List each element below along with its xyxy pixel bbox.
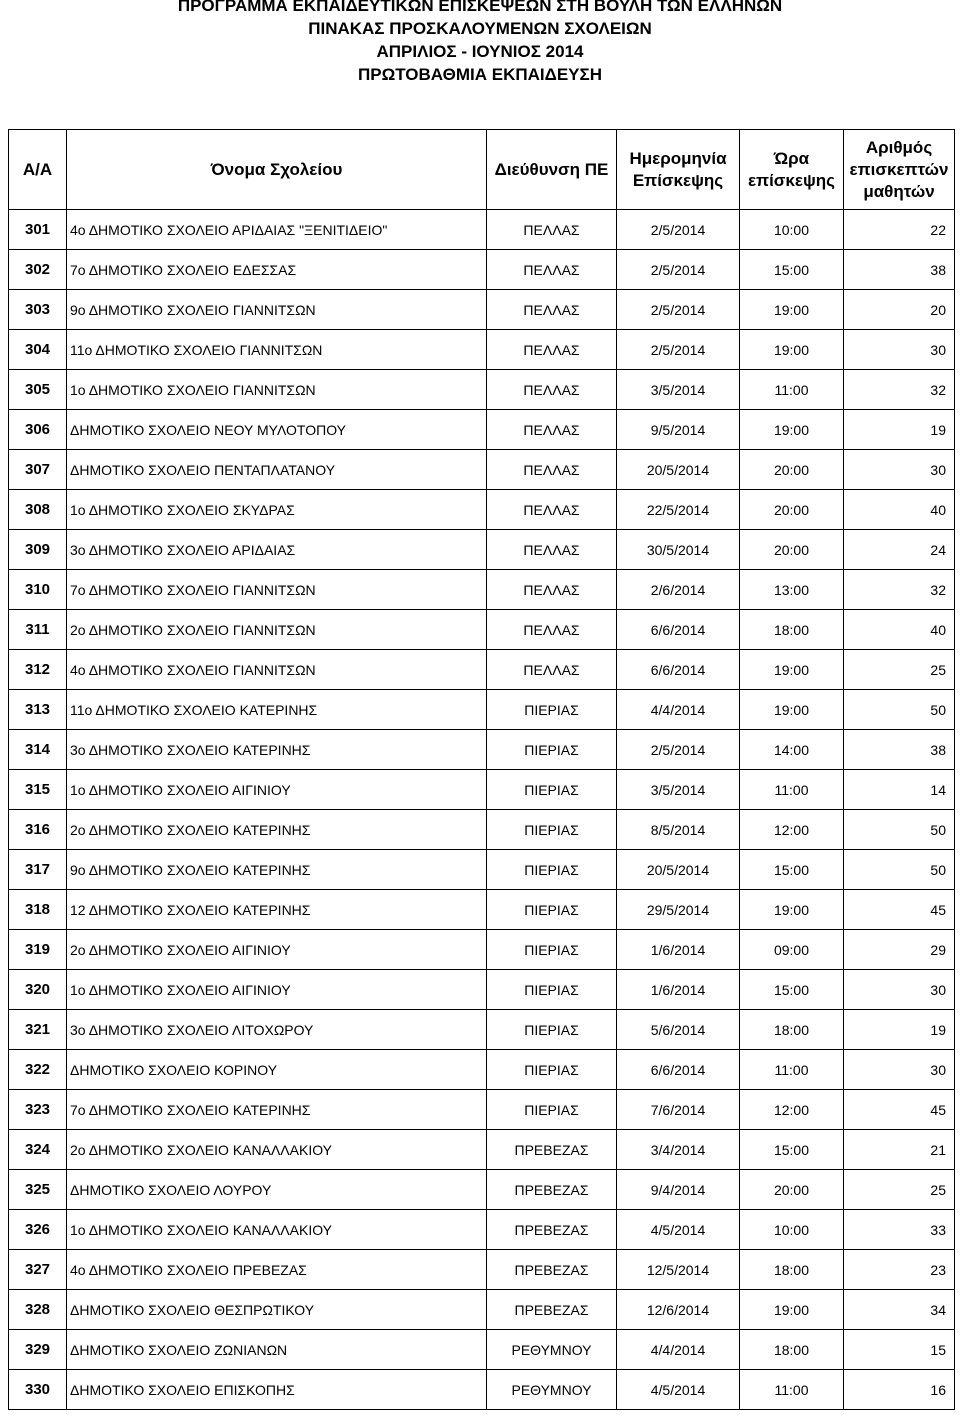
header-school-name: Όνομα Σχολείου	[67, 130, 487, 210]
cell-visit-time: 14:00	[740, 730, 844, 770]
cell-school-name: ΔΗΜΟΤΙΚΟ ΣΧΟΛΕΙΟ ΠΕΝΤΑΠΛΑΤΑΝΟΥ	[67, 450, 487, 490]
cell-student-count: 23	[844, 1250, 955, 1290]
cell-visit-date: 2/5/2014	[617, 250, 740, 290]
cell-visit-date: 12/6/2014	[617, 1290, 740, 1330]
cell-school-name: 2ο ΔΗΜΟΤΙΚΟ ΣΧΟΛΕΙΟ ΚΑΤΕΡΙΝΗΣ	[67, 810, 487, 850]
table-row	[9, 1090, 955, 1130]
cell-visit-time: 11:00	[740, 370, 844, 410]
cell-school-name: 7ο ΔΗΜΟΤΙΚΟ ΣΧΟΛΕΙΟ ΕΔΕΣΣΑΣ	[67, 250, 487, 290]
cell-aa: 316	[9, 810, 67, 850]
cell-aa: 312	[9, 650, 67, 690]
cell-visit-time: 18:00	[740, 610, 844, 650]
cell-visit-date: 3/5/2014	[617, 770, 740, 810]
cell-aa: 326	[9, 1210, 67, 1250]
cell-aa: 328	[9, 1290, 67, 1330]
cell-aa: 314	[9, 730, 67, 770]
table-row	[9, 1130, 955, 1170]
table-row	[9, 890, 955, 930]
table-row	[9, 1210, 955, 1250]
cell-school-name: 4ο ΔΗΜΟΤΙΚΟ ΣΧΟΛΕΙΟ ΑΡΙΔΑΙΑΣ "ΞΕΝΙΤΙΔΕΙΟ"	[67, 210, 487, 250]
table-row	[9, 570, 955, 610]
cell-aa: 325	[9, 1170, 67, 1210]
cell-visit-time: 15:00	[740, 850, 844, 890]
document-period: ΑΠΡΙΛΙΟΣ - ΙΟΥΝΙΟΣ 2014	[376, 42, 584, 61]
cell-student-count: 19	[844, 1010, 955, 1050]
cell-aa: 329	[9, 1330, 67, 1370]
cell-directorate: ΠΕΛΛΑΣ	[487, 410, 617, 450]
cell-school-name: 11ο ΔΗΜΟΤΙΚΟ ΣΧΟΛΕΙΟ ΓΙΑΝΝΙΤΣΩΝ	[67, 330, 487, 370]
table-header-row	[9, 130, 955, 210]
cell-visit-time: 11:00	[740, 1370, 844, 1410]
cell-directorate: ΠΙΕΡΙΑΣ	[487, 1090, 617, 1130]
cell-student-count: 50	[844, 810, 955, 850]
cell-directorate: ΠΙΕΡΙΑΣ	[487, 690, 617, 730]
cell-visit-date: 9/4/2014	[617, 1170, 740, 1210]
cell-student-count: 30	[844, 1050, 955, 1090]
cell-school-name: ΔΗΜΟΤΙΚΟ ΣΧΟΛΕΙΟ ΝΕΟΥ ΜΥΛΟΤΟΠΟΥ	[67, 410, 487, 450]
cell-visit-date: 1/6/2014	[617, 930, 740, 970]
table-row	[9, 330, 955, 370]
cell-visit-time: 15:00	[740, 1130, 844, 1170]
cell-school-name: 1ο ΔΗΜΟΤΙΚΟ ΣΧΟΛΕΙΟ ΑΙΓΙΝΙΟΥ	[67, 770, 487, 810]
cell-directorate: ΠΙΕΡΙΑΣ	[487, 730, 617, 770]
cell-visit-date: 5/6/2014	[617, 1010, 740, 1050]
cell-directorate: ΠΕΛΛΑΣ	[487, 450, 617, 490]
cell-visit-date: 3/5/2014	[617, 370, 740, 410]
cell-visit-time: 09:00	[740, 930, 844, 970]
cell-visit-time: 19:00	[740, 410, 844, 450]
cell-aa: 321	[9, 1010, 67, 1050]
cell-visit-time: 12:00	[740, 810, 844, 850]
cell-directorate: ΠΕΛΛΑΣ	[487, 370, 617, 410]
table-row	[9, 810, 955, 850]
cell-student-count: 34	[844, 1290, 955, 1330]
cell-school-name: ΔΗΜΟΤΙΚΟ ΣΧΟΛΕΙΟ ΘΕΣΠΡΩΤΙΚΟΥ	[67, 1290, 487, 1330]
cell-visit-time: 10:00	[740, 1210, 844, 1250]
table-row	[9, 1290, 955, 1330]
cell-directorate: ΠΡΕΒΕΖΑΣ	[487, 1290, 617, 1330]
cell-visit-time: 13:00	[740, 570, 844, 610]
cell-aa: 323	[9, 1090, 67, 1130]
table-row	[9, 690, 955, 730]
cell-visit-date: 1/6/2014	[617, 970, 740, 1010]
cell-school-name: 3ο ΔΗΜΟΤΙΚΟ ΣΧΟΛΕΙΟ ΑΡΙΔΑΙΑΣ	[67, 530, 487, 570]
cell-school-name: 11ο ΔΗΜΟΤΙΚΟ ΣΧΟΛΕΙΟ ΚΑΤΕΡΙΝΗΣ	[67, 690, 487, 730]
table-row	[9, 250, 955, 290]
cell-school-name: 1ο ΔΗΜΟΤΙΚΟ ΣΧΟΛΕΙΟ ΚΑΝΑΛΛΑΚΙΟΥ	[67, 1210, 487, 1250]
table-row	[9, 930, 955, 970]
cell-directorate: ΠΙΕΡΙΑΣ	[487, 1050, 617, 1090]
cell-school-name: 9ο ΔΗΜΟΤΙΚΟ ΣΧΟΛΕΙΟ ΓΙΑΝΝΙΤΣΩΝ	[67, 290, 487, 330]
cell-visit-time: 19:00	[740, 290, 844, 330]
cell-student-count: 40	[844, 490, 955, 530]
cell-aa: 315	[9, 770, 67, 810]
cell-visit-time: 20:00	[740, 1170, 844, 1210]
cell-school-name: ΔΗΜΟΤΙΚΟ ΣΧΟΛΕΙΟ ΖΩΝΙΑΝΩΝ	[67, 1330, 487, 1370]
cell-aa: 311	[9, 610, 67, 650]
cell-student-count: 45	[844, 890, 955, 930]
cell-directorate: ΠΕΛΛΑΣ	[487, 570, 617, 610]
cell-student-count: 22	[844, 210, 955, 250]
cell-visit-date: 20/5/2014	[617, 450, 740, 490]
table-row	[9, 1170, 955, 1210]
cell-student-count: 32	[844, 570, 955, 610]
cell-directorate: ΡΕΘΥΜΝΟΥ	[487, 1330, 617, 1370]
document-title-block	[0, 0, 960, 86]
cell-visit-time: 20:00	[740, 490, 844, 530]
cell-school-name: 3ο ΔΗΜΟΤΙΚΟ ΣΧΟΛΕΙΟ ΚΑΤΕΡΙΝΗΣ	[67, 730, 487, 770]
cell-school-name: 4ο ΔΗΜΟΤΙΚΟ ΣΧΟΛΕΙΟ ΠΡΕΒΕΖΑΣ	[67, 1250, 487, 1290]
cell-directorate: ΠΡΕΒΕΖΑΣ	[487, 1130, 617, 1170]
cell-directorate: ΠΙΕΡΙΑΣ	[487, 810, 617, 850]
cell-aa: 303	[9, 290, 67, 330]
cell-school-name: 3ο ΔΗΜΟΤΙΚΟ ΣΧΟΛΕΙΟ ΛΙΤΟΧΩΡΟΥ	[67, 1010, 487, 1050]
cell-directorate: ΠΙΕΡΙΑΣ	[487, 890, 617, 930]
document-subtitle: ΠΙΝΑΚΑΣ ΠΡΟΣΚΑΛΟΥΜΕΝΩΝ ΣΧΟΛΕΙΩΝ	[308, 19, 652, 38]
cell-visit-time: 19:00	[740, 330, 844, 370]
cell-visit-date: 30/5/2014	[617, 530, 740, 570]
cell-school-name: 9ο ΔΗΜΟΤΙΚΟ ΣΧΟΛΕΙΟ ΚΑΤΕΡΙΝΗΣ	[67, 850, 487, 890]
cell-visit-date: 6/6/2014	[617, 650, 740, 690]
cell-directorate: ΠΙΕΡΙΑΣ	[487, 770, 617, 810]
cell-visit-date: 4/5/2014	[617, 1210, 740, 1250]
cell-directorate: ΠΕΛΛΑΣ	[487, 290, 617, 330]
cell-visit-time: 15:00	[740, 250, 844, 290]
cell-directorate: ΠΙΕΡΙΑΣ	[487, 850, 617, 890]
cell-aa: 317	[9, 850, 67, 890]
table-row	[9, 530, 955, 570]
cell-student-count: 33	[844, 1210, 955, 1250]
cell-directorate: ΠΕΛΛΑΣ	[487, 490, 617, 530]
cell-student-count: 38	[844, 250, 955, 290]
table-row	[9, 610, 955, 650]
table-row	[9, 1010, 955, 1050]
cell-student-count: 30	[844, 970, 955, 1010]
cell-school-name: 1ο ΔΗΜΟΤΙΚΟ ΣΧΟΛΕΙΟ ΑΙΓΙΝΙΟΥ	[67, 970, 487, 1010]
header-visit-date: Ημερομηνία Επίσκεψης	[617, 130, 740, 210]
cell-visit-time: 11:00	[740, 1050, 844, 1090]
cell-student-count: 32	[844, 370, 955, 410]
cell-visit-date: 7/6/2014	[617, 1090, 740, 1130]
table-row	[9, 770, 955, 810]
cell-directorate: ΠΡΕΒΕΖΑΣ	[487, 1170, 617, 1210]
cell-aa: 302	[9, 250, 67, 290]
cell-visit-time: 18:00	[740, 1010, 844, 1050]
cell-aa: 306	[9, 410, 67, 450]
cell-directorate: ΠΡΕΒΕΖΑΣ	[487, 1210, 617, 1250]
cell-student-count: 50	[844, 850, 955, 890]
cell-student-count: 30	[844, 330, 955, 370]
cell-directorate: ΠΕΛΛΑΣ	[487, 530, 617, 570]
cell-student-count: 14	[844, 770, 955, 810]
cell-student-count: 25	[844, 650, 955, 690]
table-row	[9, 210, 955, 250]
cell-visit-date: 6/6/2014	[617, 1050, 740, 1090]
cell-school-name: 4ο ΔΗΜΟΤΙΚΟ ΣΧΟΛΕΙΟ ΓΙΑΝΝΙΤΣΩΝ	[67, 650, 487, 690]
cell-student-count: 15	[844, 1330, 955, 1370]
cell-school-name: ΔΗΜΟΤΙΚΟ ΣΧΟΛΕΙΟ ΚΟΡΙΝΟΥ	[67, 1050, 487, 1090]
header-visit-time: Ώρα επίσκεψης	[740, 130, 844, 210]
cell-school-name: 7ο ΔΗΜΟΤΙΚΟ ΣΧΟΛΕΙΟ ΓΙΑΝΝΙΤΣΩΝ	[67, 570, 487, 610]
cell-visit-date: 29/5/2014	[617, 890, 740, 930]
cell-visit-time: 15:00	[740, 970, 844, 1010]
table-row	[9, 490, 955, 530]
cell-student-count: 24	[844, 530, 955, 570]
table-row	[9, 1250, 955, 1290]
table-row	[9, 730, 955, 770]
cell-student-count: 38	[844, 730, 955, 770]
cell-visit-time: 20:00	[740, 450, 844, 490]
cell-visit-time: 19:00	[740, 650, 844, 690]
cell-aa: 320	[9, 970, 67, 1010]
school-visits-table	[8, 129, 955, 1410]
cell-directorate: ΠΕΛΛΑΣ	[487, 210, 617, 250]
cell-student-count: 45	[844, 1090, 955, 1130]
cell-student-count: 21	[844, 1130, 955, 1170]
header-aa: Α/Α	[9, 130, 67, 210]
cell-visit-date: 4/4/2014	[617, 1330, 740, 1370]
cell-student-count: 30	[844, 450, 955, 490]
cell-student-count: 20	[844, 290, 955, 330]
cell-visit-date: 2/6/2014	[617, 570, 740, 610]
cell-aa: 324	[9, 1130, 67, 1170]
table-row	[9, 850, 955, 890]
cell-directorate: ΠΕΛΛΑΣ	[487, 330, 617, 370]
cell-directorate: ΠΡΕΒΕΖΑΣ	[487, 1250, 617, 1290]
table-row	[9, 970, 955, 1010]
cell-aa: 307	[9, 450, 67, 490]
cell-school-name: 2ο ΔΗΜΟΤΙΚΟ ΣΧΟΛΕΙΟ ΚΑΝΑΛΛΑΚΙΟΥ	[67, 1130, 487, 1170]
cell-visit-time: 18:00	[740, 1250, 844, 1290]
table-row	[9, 1330, 955, 1370]
cell-student-count: 40	[844, 610, 955, 650]
cell-visit-date: 8/5/2014	[617, 810, 740, 850]
table-body	[9, 210, 955, 1410]
cell-school-name: ΔΗΜΟΤΙΚΟ ΣΧΟΛΕΙΟ ΛΟΥΡΟΥ	[67, 1170, 487, 1210]
cell-student-count: 29	[844, 930, 955, 970]
cell-school-name: 1ο ΔΗΜΟΤΙΚΟ ΣΧΟΛΕΙΟ ΣΚΥΔΡΑΣ	[67, 490, 487, 530]
cell-school-name: 2ο ΔΗΜΟΤΙΚΟ ΣΧΟΛΕΙΟ ΓΙΑΝΝΙΤΣΩΝ	[67, 610, 487, 650]
cell-school-name: 7ο ΔΗΜΟΤΙΚΟ ΣΧΟΛΕΙΟ ΚΑΤΕΡΙΝΗΣ	[67, 1090, 487, 1130]
cell-student-count: 25	[844, 1170, 955, 1210]
cell-visit-time: 10:00	[740, 210, 844, 250]
table-row	[9, 290, 955, 330]
cell-visit-time: 19:00	[740, 1290, 844, 1330]
cell-visit-date: 20/5/2014	[617, 850, 740, 890]
cell-aa: 322	[9, 1050, 67, 1090]
cell-visit-date: 6/6/2014	[617, 610, 740, 650]
cell-aa: 304	[9, 330, 67, 370]
cell-visit-date: 4/5/2014	[617, 1370, 740, 1410]
cell-visit-time: 12:00	[740, 1090, 844, 1130]
cell-visit-time: 18:00	[740, 1330, 844, 1370]
cell-aa: 301	[9, 210, 67, 250]
cell-aa: 305	[9, 370, 67, 410]
header-directorate: Διεύθυνση ΠΕ	[487, 130, 617, 210]
cell-aa: 309	[9, 530, 67, 570]
cell-visit-time: 20:00	[740, 530, 844, 570]
cell-directorate: ΠΙΕΡΙΑΣ	[487, 1010, 617, 1050]
cell-visit-date: 22/5/2014	[617, 490, 740, 530]
cell-visit-date: 3/4/2014	[617, 1130, 740, 1170]
cell-visit-date: 9/5/2014	[617, 410, 740, 450]
cell-school-name: 12 ΔΗΜΟΤΙΚΟ ΣΧΟΛΕΙΟ ΚΑΤΕΡΙΝΗΣ	[67, 890, 487, 930]
cell-directorate: ΠΕΛΛΑΣ	[487, 650, 617, 690]
table-row	[9, 1370, 955, 1410]
cell-directorate: ΡΕΘΥΜΝΟΥ	[487, 1370, 617, 1410]
cell-visit-date: 2/5/2014	[617, 730, 740, 770]
cell-aa: 310	[9, 570, 67, 610]
table-row	[9, 650, 955, 690]
table-row	[9, 450, 955, 490]
cell-student-count: 16	[844, 1370, 955, 1410]
cell-visit-date: 2/5/2014	[617, 290, 740, 330]
cell-aa: 318	[9, 890, 67, 930]
document-education-level: ΠΡΩΤΟΒΑΘΜΙΑ ΕΚΠΑΙΔΕΥΣΗ	[357, 65, 603, 84]
cell-visit-time: 19:00	[740, 890, 844, 930]
cell-visit-time: 11:00	[740, 770, 844, 810]
cell-aa: 313	[9, 690, 67, 730]
cell-visit-date: 12/5/2014	[617, 1250, 740, 1290]
cell-directorate: ΠΕΛΛΑΣ	[487, 610, 617, 650]
cell-visit-date: 4/4/2014	[617, 690, 740, 730]
cell-visit-date: 2/5/2014	[617, 330, 740, 370]
cell-aa: 327	[9, 1250, 67, 1290]
table-row	[9, 370, 955, 410]
cell-school-name: 1ο ΔΗΜΟΤΙΚΟ ΣΧΟΛΕΙΟ ΓΙΑΝΝΙΤΣΩΝ	[67, 370, 487, 410]
cell-school-name: ΔΗΜΟΤΙΚΟ ΣΧΟΛΕΙΟ ΕΠΙΣΚΟΠΗΣ	[67, 1370, 487, 1410]
cell-visit-date: 2/5/2014	[617, 210, 740, 250]
cell-school-name: 2ο ΔΗΜΟΤΙΚΟ ΣΧΟΛΕΙΟ ΑΙΓΙΝΙΟΥ	[67, 930, 487, 970]
cell-directorate: ΠΙΕΡΙΑΣ	[487, 930, 617, 970]
header-student-count: Αριθμός επισκεπτών μαθητών	[844, 130, 955, 210]
document-title: ΠΡΟΓΡΑΜΜΑ ΕΚΠΑΙΔΕΥΤΙΚΩΝ ΕΠΙΣΚΕΨΕΩΝ ΣΤΗ ΒΟΥΛΗ ΤΩΝ ΕΛΛΗΝΩΝ	[177, 0, 783, 15]
cell-directorate: ΠΕΛΛΑΣ	[487, 250, 617, 290]
cell-directorate: ΠΙΕΡΙΑΣ	[487, 970, 617, 1010]
table-row	[9, 1050, 955, 1090]
cell-aa: 330	[9, 1370, 67, 1410]
cell-student-count: 19	[844, 410, 955, 450]
cell-student-count: 50	[844, 690, 955, 730]
cell-aa: 319	[9, 930, 67, 970]
table-row	[9, 410, 955, 450]
cell-visit-time: 19:00	[740, 690, 844, 730]
cell-aa: 308	[9, 490, 67, 530]
